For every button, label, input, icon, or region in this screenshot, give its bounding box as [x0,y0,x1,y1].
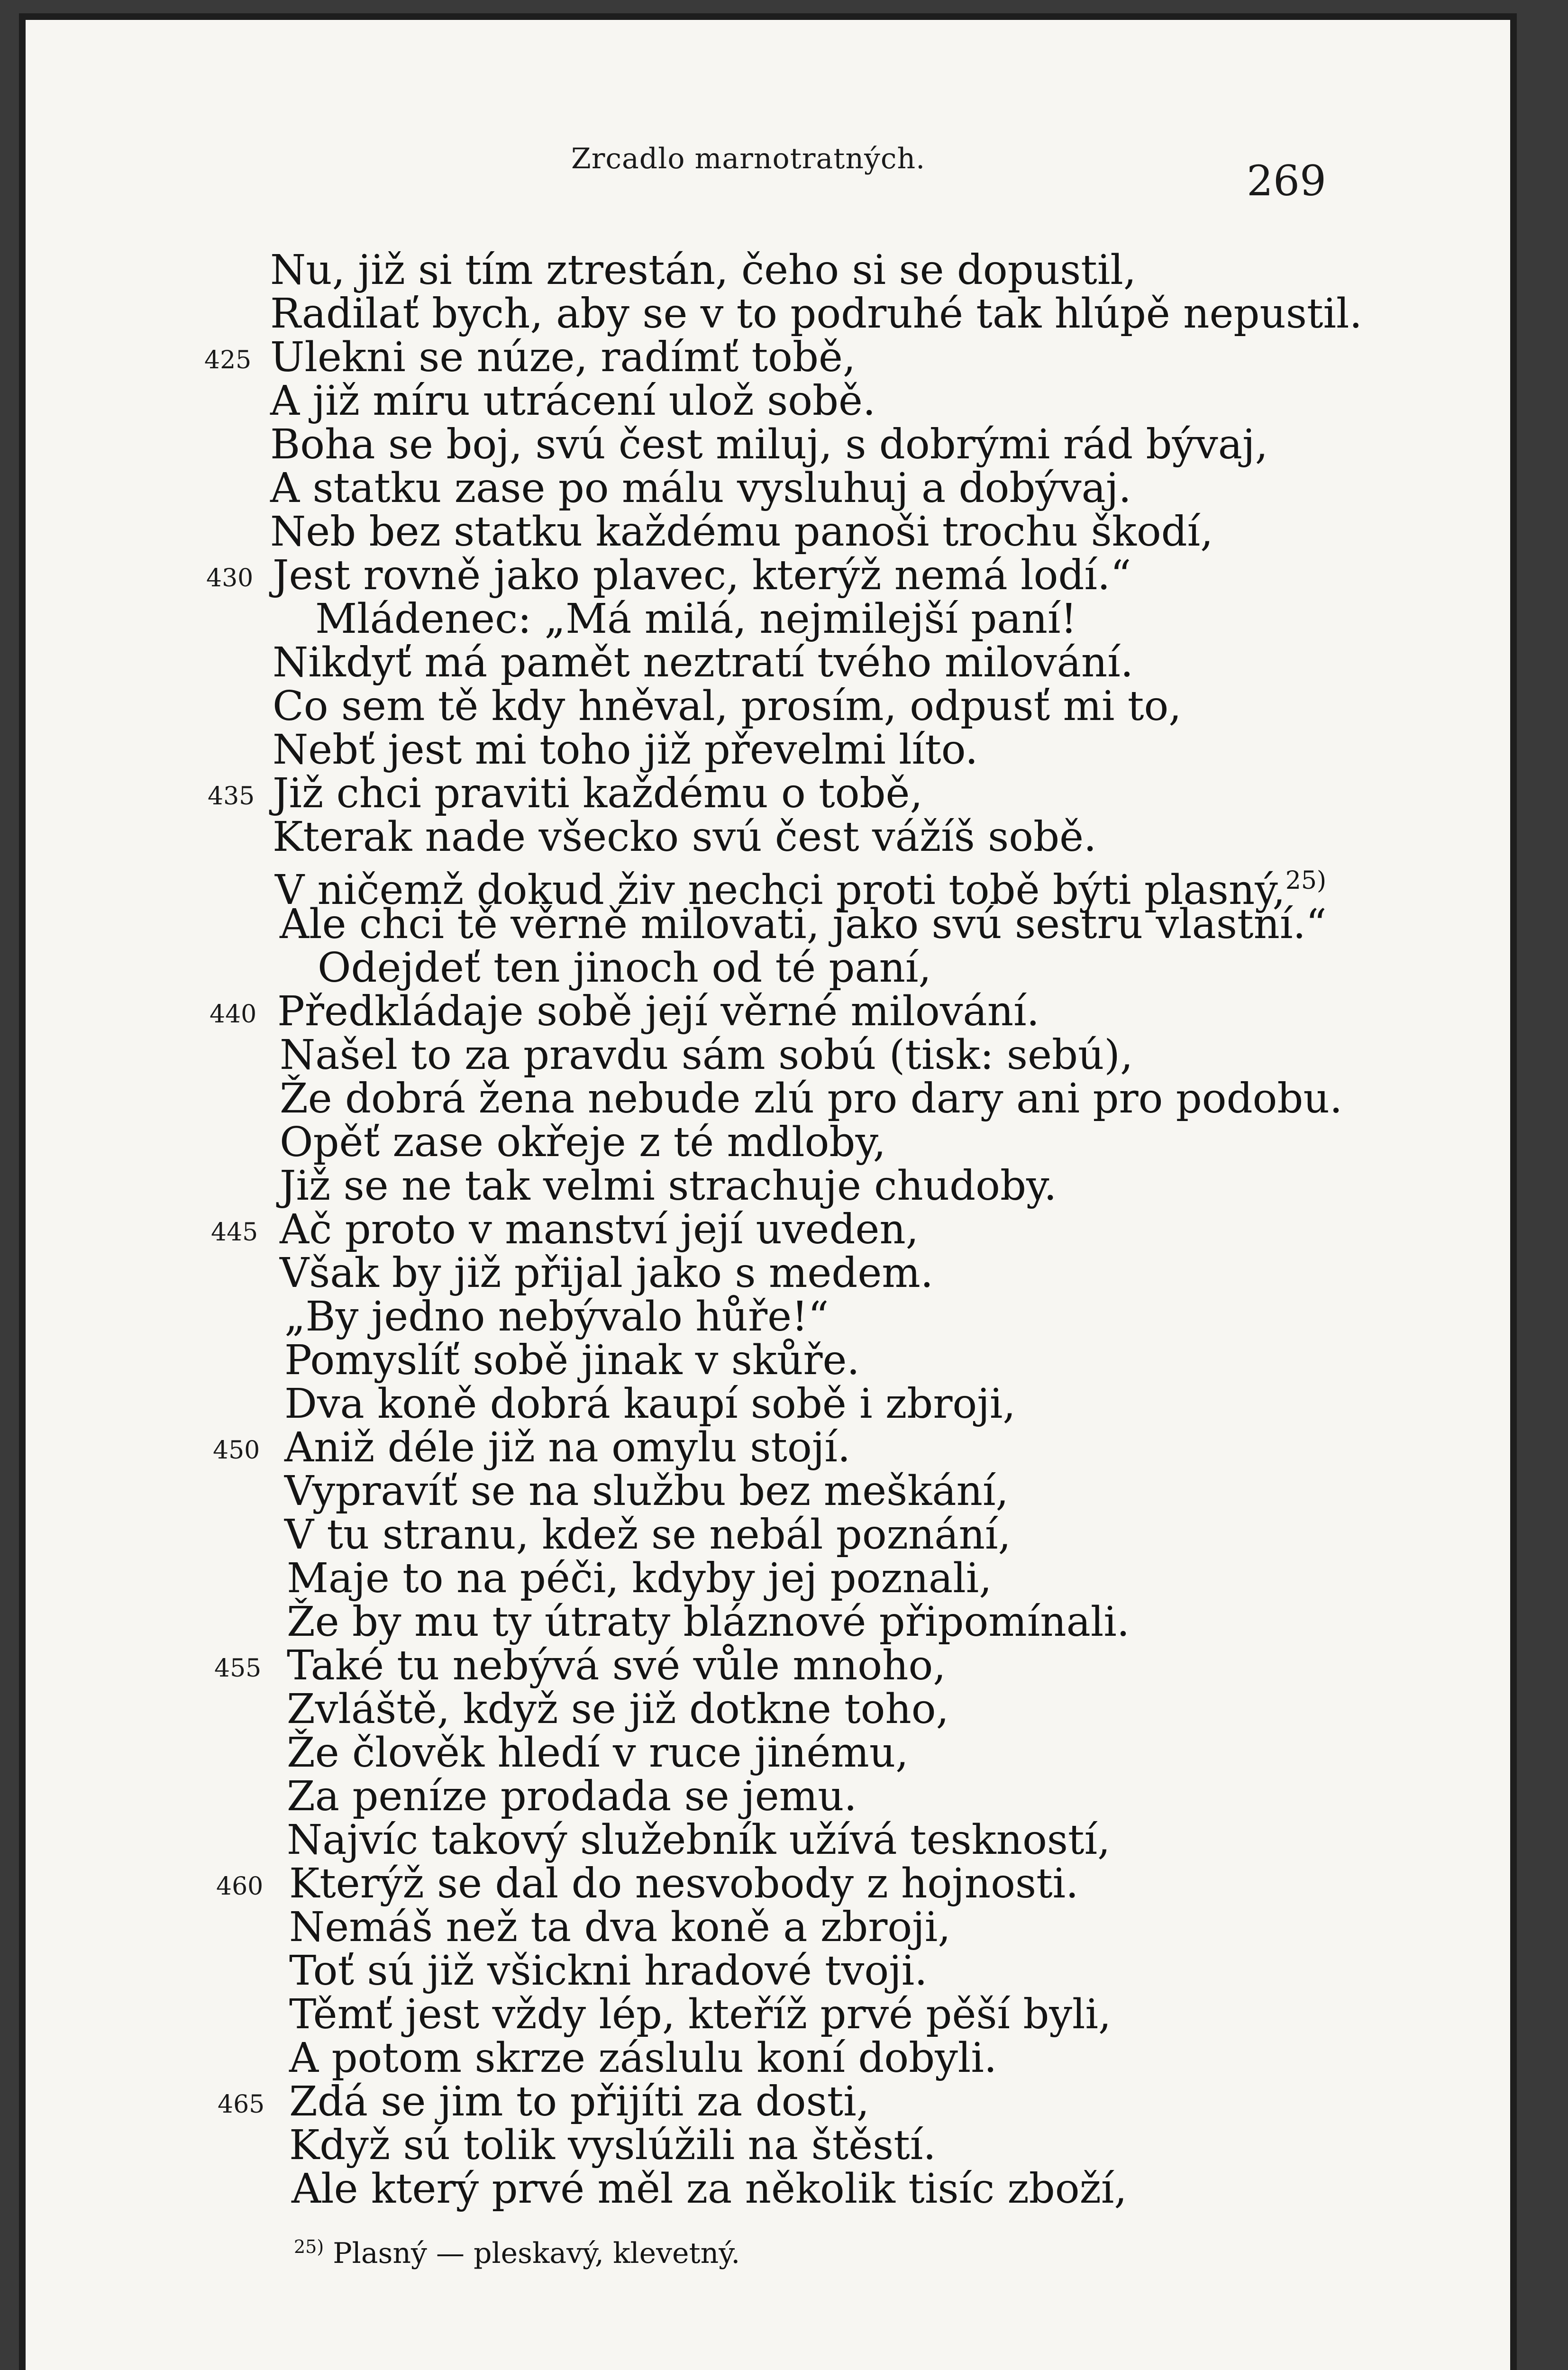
verse-line [289,1904,951,1951]
verse-text: Těmť jest vždy lép, kteříž prvé pěší byli, [289,1991,1112,2038]
verse-line [289,1947,928,1995]
verse-line [289,2078,869,2125]
verse-text: Kterak nade všecko svú čest vážíš sobě. [273,813,1097,861]
verse-text: Ač proto v manství její uveden, [280,1206,919,1253]
verse-line [280,1206,919,1253]
line-number: 465 [218,2090,265,2119]
verse-line [273,770,923,817]
verse-line [270,421,1268,468]
verse-line [289,1991,1111,2038]
verse-line [289,2122,936,2169]
verse-line [315,595,1077,643]
line-number: 425 [204,346,252,374]
verse-text: V ničemž dokud živ nechci proti tobě býti plasný, [275,866,1285,914]
verse-text: Našel to za pravdu sám sobú (tisk: sebú), [280,1031,1133,1079]
verse-line [292,2165,1127,2213]
verse-text: Radilať bych, aby se v to podruhé tak hlúpě nepustil. [270,290,1362,337]
verse-line [273,813,1096,861]
verse-line [270,465,1131,512]
verse-line [275,857,1327,914]
verse-line [284,1511,1011,1559]
running-header: Zrcadlo marnotratných. [571,142,926,175]
line-number: 440 [210,1000,257,1029]
verse-line [273,683,1182,730]
verse-text: Opěť zase okřeje z té mdloby, [280,1119,886,1166]
verse-text: Již chci praviti každému o tobě, [273,770,923,817]
verse-line [284,1468,1009,1515]
verse-line [270,508,1213,556]
verse-text: Již se ne tak velmi strachuje chudoby. [280,1162,1057,1210]
verse-line [284,1337,860,1384]
verse-text: Dva koně dobrá kaupí sobě i zbroji, [284,1380,1016,1428]
verse-text: Nikdyť má pamět neztratí tvého milování. [273,639,1134,686]
verse-line [287,1598,1130,1646]
footnote [294,2223,740,2277]
verse-text: Pomyslíť sobě jinak v skůře. [284,1337,860,1384]
verse-text: Boha se boj, svú čest miluj, s dobrými rád bývaj, [270,421,1268,468]
verse-line [284,1380,1016,1428]
line-number: 445 [211,1218,258,1247]
verse-text: Neb bez statku každému panoši trochu škodí, [270,508,1213,556]
verse-line [289,1860,1079,1907]
footnote-text: Plasný — pleskavý, klevetný. [333,2237,740,2270]
verse-line [287,1816,1110,1864]
verse-text: Však by již přijal jako s medem. [280,1249,934,1297]
verse-text: A statku zase po málu vysluhuj a dobývaj. [270,465,1131,512]
page-number: 269 [1247,156,1326,205]
verse-line [287,1555,992,1602]
verse-line [280,901,1327,948]
verse-text: Najvíc takový služebník užívá teskností, [287,1816,1111,1864]
verse-text: Aniž déle již na omylu stojí. [284,1424,851,1471]
verse-text: Zvláště, když se již dotkne toho, [287,1686,949,1733]
verse-text: A potom skrze záslulu koní dobyli. [289,2034,997,2082]
verse-line [270,377,875,425]
verse-text: Zdá se jim to přijíti za dosti, [289,2078,870,2125]
verse-text: Ale který prvé měl za několik tisíc zboží, [292,2165,1127,2213]
verse-line [284,1293,829,1340]
verse-line [280,1162,1057,1210]
verse-line [273,726,978,774]
verse-text: Jest rovně jako plavec, kterýž nemá lodí.“ [273,552,1131,599]
verse-text: Za peníze prodada se jemu. [287,1773,857,1820]
verse-text: Toť sú již všickni hradové tvoji. [289,1947,928,1995]
verse-line [277,988,1039,1035]
verse-line [289,2034,997,2082]
verse-text: V tu stranu, kdež se nebál poznání, [284,1511,1011,1559]
verse-text: Když sú tolik vyslúžili na štěstí. [289,2122,936,2169]
verse-line [287,1642,946,1689]
verse-line [270,290,1362,337]
verse-line [284,1424,850,1471]
verse-text: „By jedno nebývalo hůře!“ [284,1293,829,1340]
verse-line [280,1075,1342,1122]
line-number: 435 [208,782,255,811]
verse-text: Že člověk hledí v ruce jinému, [287,1729,909,1777]
verse-text: Co sem tě kdy hněval, prosím, odpusť mi to, [273,683,1182,730]
verse-line [270,246,1136,294]
verse-text: Ale chci tě věrně milovati, jako svú sestru vlastní.“ [280,901,1327,948]
verse-line [287,1686,949,1733]
footnote-reference: 25) [1285,866,1327,895]
verse-line [273,639,1133,686]
verse-text: Vypravíť se na službu bez meškání, [284,1468,1009,1515]
verse-text: Že by mu ty útraty bláznové připomínali. [287,1598,1130,1646]
verse-line [287,1729,909,1777]
line-number: 455 [214,1654,262,1683]
verse-text: Nemáš než ta dva koně a zbroji, [289,1904,951,1951]
verse-line [273,552,1131,599]
line-number: 450 [213,1436,260,1465]
footnote-marker: 25) [294,2236,324,2257]
verse-text: A již míru utrácení ulož sobě. [270,377,876,425]
verse-text: Ulekni se núze, radímť tobě, [270,334,856,381]
verse-text: Předkládaje sobě její věrné milování. [277,988,1039,1035]
line-number: 460 [216,1872,264,1901]
verse-text: Maje to na péči, kdyby jej poznali, [287,1555,992,1602]
verse-line [280,1031,1133,1079]
verse-text: Kterýž se dal do nesvobody z hojnosti. [289,1860,1079,1907]
verse-line [270,334,856,381]
verse-text: Že dobrá žena nebude zlú pro dary ani pro podobu. [280,1075,1343,1122]
verse-text: Nebť jest mi toho již převelmi líto. [273,726,978,774]
verse-text: Mládenec: „Má milá, nejmilejší paní! [315,595,1077,643]
line-number: 430 [206,564,254,592]
verse-line [287,1773,857,1820]
verse-text: Odejdeť ten jinoch od té paní, [318,944,931,992]
verse-line [318,944,931,992]
verse-text: Nu, již si tím ztrestán, čeho si se dopustil, [270,246,1137,294]
verse-line [280,1249,933,1297]
verse-line [280,1119,886,1166]
verse-text: Také tu nebývá své vůle mnoho, [287,1642,946,1689]
